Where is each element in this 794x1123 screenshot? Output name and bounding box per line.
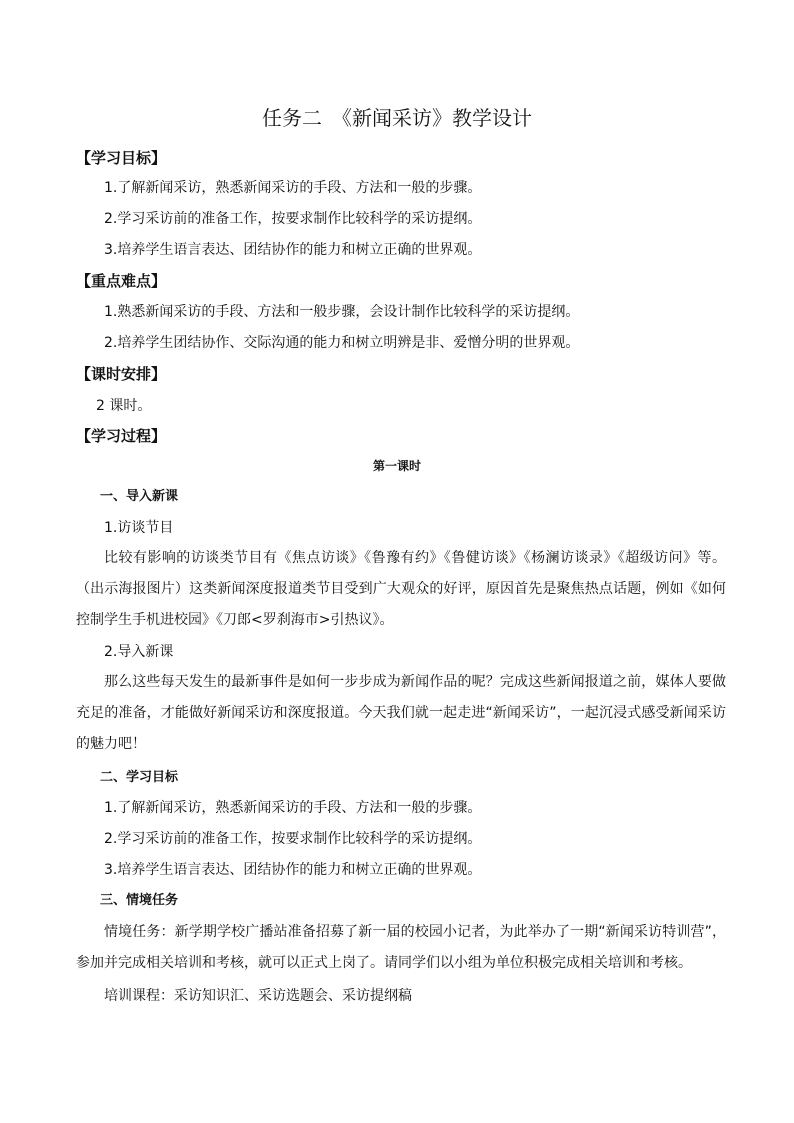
time-heading: 【课时安排】	[76, 365, 167, 383]
time-text: 2 课时。	[96, 398, 152, 414]
part1-paragraph1: 比较有影响的访谈类节目有《焦点访谈》《鲁豫有约》《鲁健访谈》《杨澜访谈录》《超级访问》等。（出示海报图片）这类新闻深度报道类节目受到广大观众的好评，原因首先是聚焦热点话题，例如《如何控制学生手机进校园》《刀郎<罗刹海市>引热议》。	[76, 550, 726, 628]
goal-item: 2.学习采访前的准备工作，按要求制作比较科学的采访提纲。	[104, 211, 482, 227]
goals-heading: 【学习目标】	[76, 149, 167, 167]
part1-item2: 2.导入新课	[104, 644, 174, 660]
part3-title: 三、情境任务	[100, 893, 179, 908]
part1-item1: 1.访谈节目	[104, 520, 174, 536]
part3-paragraph: 情境任务：新学期学校广播站准备招募了新一届的校园小记者，为此举办了一期“新闻采访特训营”，参加并完成相关培训和考核，就可以正式上岗了。请同学们以小组为单位积极完成相关培训和考核。	[76, 924, 726, 971]
key-heading: 【重点难点】	[76, 272, 167, 290]
part2-title: 二、学习目标	[100, 770, 179, 785]
lesson-title: 第一课时	[372, 459, 421, 473]
key-item: 2.培养学生团结协作、交际沟通的能力和树立明辨是非、爱憎分明的世界观。	[104, 335, 580, 351]
part2-item: 1.了解新闻采访，熟悉新闻采访的手段、方法和一般的步骤。	[104, 800, 482, 816]
part2-item: 2.学习采访前的准备工作，按要求制作比较科学的采访提纲。	[104, 831, 482, 847]
goal-item: 3.培养学生语言表达、团结协作的能力和树立正确的世界观。	[104, 242, 482, 258]
part1-paragraph2: 那么这些每天发生的最新事件是如何一步步成为新闻作品的呢？完成这些新闻报道之前，媒体人要做充足的准备，才能做好新闻采访和深度报道。今天我们就一起走进“新闻采访”，一起沉浸式感受新闻采访的魅力吧！	[76, 674, 726, 752]
process-heading: 【学习过程】	[76, 427, 167, 445]
key-item: 1.熟悉新闻采访的手段、方法和一般步骤，会设计制作比较科学的采访提纲。	[104, 304, 580, 320]
part3-course: 培训课程：采访知识汇、采访选题会、采访提纲稿	[104, 988, 412, 1004]
part2-item: 3.培养学生语言表达、团结协作的能力和树立正确的世界观。	[104, 862, 482, 878]
document-title: 任务二 《新闻采访》教学设计	[262, 106, 532, 130]
part1-title: 一、导入新课	[100, 489, 179, 504]
goal-item: 1.了解新闻采访，熟悉新闻采访的手段、方法和一般的步骤。	[104, 180, 482, 196]
